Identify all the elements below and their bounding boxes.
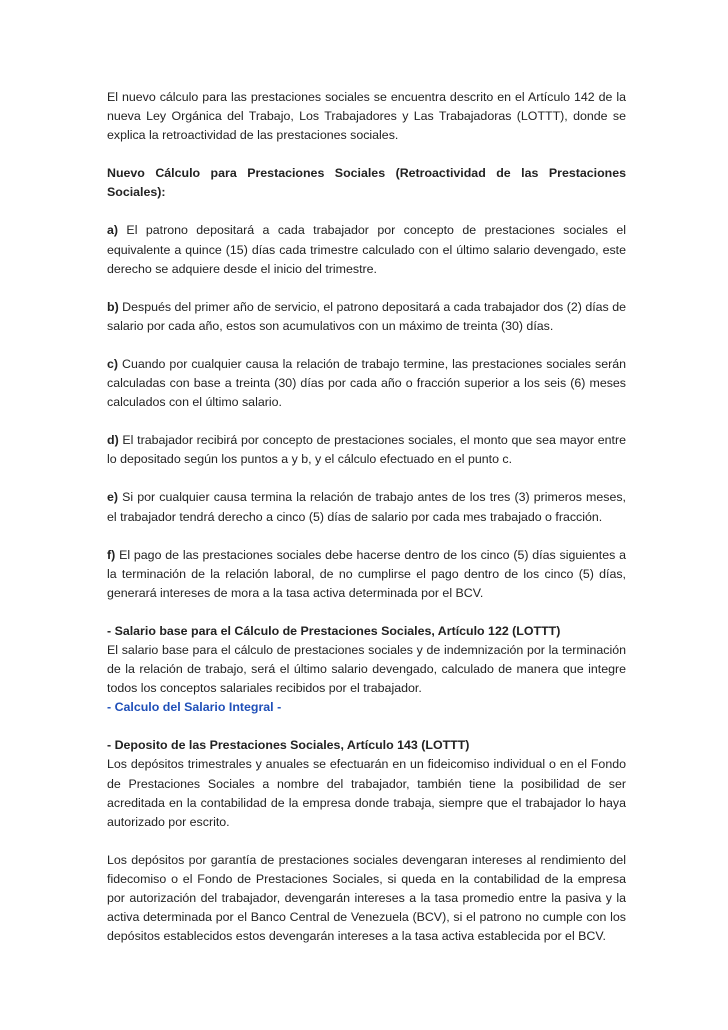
heading-deposito: - Deposito de las Prestaciones Sociales, Artículo 143 (LOTTT) (107, 738, 470, 753)
item-e (107, 488, 626, 526)
heading-salario-base: - Salario base para el Cálculo de Prestaciones Sociales, Artículo 122 (LOTTT) (107, 623, 561, 638)
heading-nuevo-calculo: Nuevo Cálculo para Prestaciones Sociales (Retroactividad de las Prestaciones Sociales): (107, 166, 626, 200)
salario-integral-link[interactable]: - Calculo del Salario Integral - (107, 700, 282, 715)
item-d-text: El trabajador recibirá por concepto de prestaciones sociales, el monto que sea mayor entre lo depositado según los puntos a y b, y el cálculo efectuado en el punto c. (107, 433, 626, 467)
item-d (107, 431, 626, 469)
item-f-text: El pago de las prestaciones sociales debe hacerse dentro de los cinco (5) días siguientes a la terminación de la relación laboral, de no cumplirse el pago dentro de los cinco (5) días, generará intereses de mora a la tasa activa determinada por el BCV. (107, 547, 626, 600)
item-c-text: Cuando por cualquier causa la relación de trabajo termine, las prestaciones sociales serán calculadas con base a treinta (30) días por cada año o fracción superior a los seis (6) meses calculados con el último salario. (107, 356, 626, 410)
item-d-label: d) (107, 433, 119, 448)
intereses-paragraph: Los depósitos por garantía de prestaciones sociales devengaran intereses al rendimiento del fidecomiso o el Fondo de Prestaciones Sociales, si queda en la contabilidad de la empresa por autorización del trabajador, devengarán intereses a la tasa promedio entre la pasiva y la activa determinada por el Banco Central de Venezuela (BCV), si el patrono no cumple con los depósitos establecidos estos devengarán intereses a la tasa activa establecida por el BCV. (107, 852, 626, 944)
intro-paragraph: El nuevo cálculo para las prestaciones sociales se encuentra descrito en el Artículo 142 de la nueva Ley Orgánica del Trabajo, Los Trabajadores y Las Trabajadoras (LOTTT), donde se explica la retroactividad de las prestaciones sociales. (107, 90, 626, 143)
item-a-label: a) (107, 223, 119, 238)
deposito-text: Los depósitos trimestrales y anuales se efectuarán en un fideicomiso individual o en el Fondo de Prestaciones Sociales a nombre del trabajador, también tiene la posibilidad de ser acreditada en la contabilidad de la empresa donde trabaja, siempre que el trabajador lo haya autorizado por escrito. (107, 757, 626, 829)
item-a (107, 221, 626, 278)
item-b-label: b) (107, 299, 119, 314)
document-page (107, 88, 626, 946)
item-a-text: El patrono depositará a cada trabajador por concepto de prestaciones sociales el equivalente a quince (15) días cada trimestre calculado con el último salario devengado, este derecho se adquiere desde el inicio del trimestre. (107, 223, 626, 276)
salario-base-text: El salario base para el cálculo de prestaciones sociales y de indemnización por la terminación de la relación de trabajo, será el último salario devengado, calculado de manera que integre todos los conceptos salariales recibidos por el trabajador. (107, 642, 626, 696)
item-f (107, 546, 626, 603)
section-salario-base (107, 622, 626, 717)
item-c-label: c) (107, 356, 119, 371)
item-c (107, 355, 626, 412)
item-b-text: Después del primer año de servicio, el patrono depositará a cada trabajador dos (2) días de salario por cada año, estos son acumulativos con un máximo de treinta (30) días. (107, 299, 626, 333)
section-deposito (107, 736, 626, 831)
item-b (107, 298, 626, 336)
item-e-label: e) (107, 490, 119, 505)
item-f-label: f) (107, 547, 116, 562)
item-e-text: Si por cualquier causa termina la relación de trabajo antes de los tres (3) primeros meses, el trabajador tendrá derecho a cinco (5) días de salario por cada mes trabajado o fracción. (107, 490, 626, 524)
